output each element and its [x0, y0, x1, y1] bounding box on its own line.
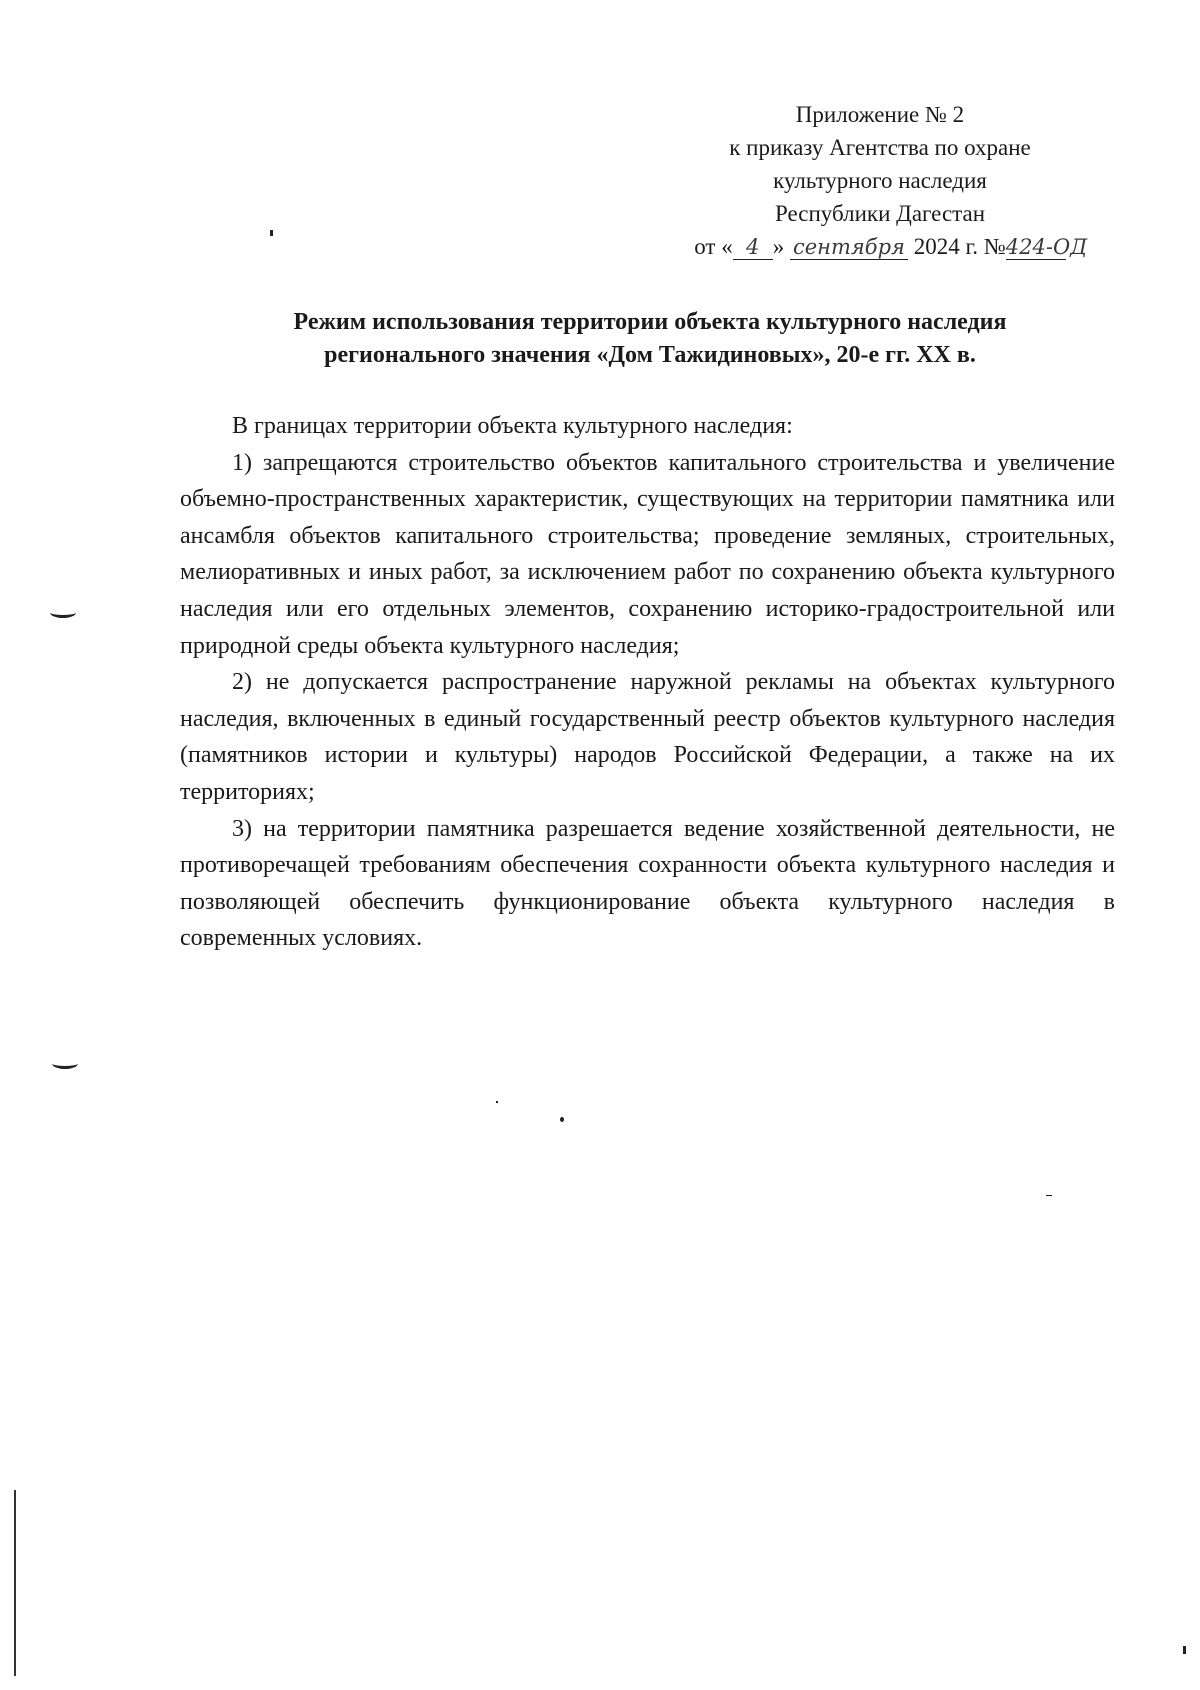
appendix-title: Приложение № 2 [795, 102, 965, 127]
scan-mark-1 [50, 607, 76, 618]
clause-3: 3) на территории памятника разрешается ведение хозяйственной деятельности, не противоречащей требованиям обеспечения сохранности объекта культурного наследия и позволяющей обеспечить функционирование объекта культурного наследия в современных условиях. [180, 815, 1115, 952]
document-body [180, 408, 1115, 957]
scan-mark-2 [52, 1058, 78, 1069]
date-prefix: от « [694, 234, 733, 259]
number-prefix: № [983, 234, 1006, 259]
order-year: 2024 г. [913, 234, 979, 259]
appendix-order-reference: к приказу Агентства по охране [729, 135, 1031, 160]
scan-speck-1 [560, 1117, 564, 1122]
scan-speck-2 [496, 1101, 498, 1103]
intro-paragraph: В границах территории объекта культурного наследия: [232, 413, 793, 439]
order-day: 4 [733, 235, 773, 260]
clause-2: 2) не допускается распространение наружной рекламы на объектах культурного наследия, включенных в единый государственный реестр объектов культурного наследия (памятников истории и культуры) народов Российской Федерации, а также на их территориях; [180, 669, 1115, 805]
scan-speck-5 [1046, 1195, 1052, 1196]
title-line-2: регионального значения «Дом Тажидиновых», 20-е гг. XX в. [324, 342, 976, 368]
title-line-1: Режим использования территории объекта культурного наследия [293, 309, 1007, 335]
scan-edge-line [14, 1490, 16, 1676]
document-title [180, 306, 1120, 372]
order-month: сентября [790, 235, 908, 260]
appendix-header [690, 98, 1088, 263]
date-mid: » [772, 234, 785, 259]
scan-speck-4 [1183, 1646, 1186, 1654]
order-number: 424-ОД [1005, 235, 1088, 259]
appendix-agency-line: культурного наследия [773, 168, 987, 193]
scan-speck-3 [270, 230, 273, 236]
appendix-republic-line: Республики Дагестан [775, 201, 985, 226]
clause-1: 1) запрещаются строительство объектов капитального строительства и увеличение объемно-пространственных характеристик, существующих на территории памятника или ансамбля объектов капитального строительства; проведение земляных, строительных, мелиоративных и иных работ, за исключением работ по сохранению объекта культурного наследия или его отдельных элементов, сохранению историко-градостроительной или природной среды объекта культурного наследия; [180, 449, 1115, 659]
order-date-line [690, 230, 1088, 263]
